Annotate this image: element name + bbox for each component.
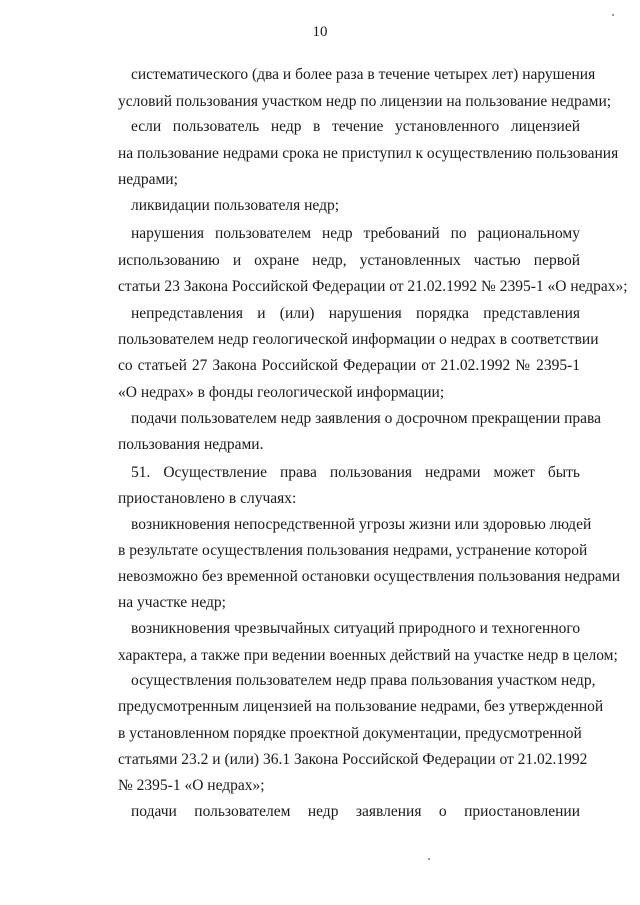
text-line: в результате осуществления пользования недрами, устранение которой: [118, 542, 588, 559]
text-line: подачи пользователем недр заявления о досрочном прекращении права: [131, 410, 602, 427]
text-line: непредставления и (или) нарушения порядка представления: [131, 305, 580, 322]
text-line: ликвидации пользователя недр;: [131, 197, 340, 214]
text-line: невозможно без временной остановки осуществления пользования недрами: [118, 568, 621, 585]
page-number: 10: [312, 24, 328, 40]
text-line: «О недрах» в фонды геологической информации;: [118, 384, 445, 401]
text-line: если пользователь недр в течение установленного лицензией: [131, 118, 580, 135]
text-line: характера, а также при ведении военных действий на участке недр в целом;: [118, 647, 618, 664]
scan-speck: [428, 858, 430, 860]
text-line: статьи 23 Закона Российской Федерации от 21.02.1992 № 2395-1 «О недрах»;: [118, 278, 628, 295]
text-line: пользования недрами.: [118, 436, 264, 453]
text-line: в установленном порядке проектной документации, предусмотренной: [118, 725, 582, 742]
text-line: на участке недр;: [118, 594, 226, 611]
text-line: со статьей 27 Закона Российской Федерации от 21.02.1992 № 2395-1: [118, 357, 580, 374]
text-line: возникновения непосредственной угрозы жизни или здоровью людей: [131, 516, 592, 533]
text-line: подачи пользователем недр заявления о приостановлении: [131, 803, 580, 820]
text-line: использованию и охране недр, установленных частью первой: [118, 252, 580, 269]
text-line: пользователем недр геологической информации о недрах в соответствии: [118, 331, 599, 348]
text-line: статьями 23.2 и (или) 36.1 Закона Российской Федерации от 21.02.1992: [118, 751, 588, 768]
text-line: систематического (два и более раза в течение четырех лет) нарушения: [131, 66, 596, 83]
scan-speck: [612, 14, 614, 16]
text-line: недрами;: [118, 171, 178, 188]
text-line: условий пользования участком недр по лицензии на пользование недрами;: [118, 93, 612, 110]
text-line: 51. Осуществление права пользования недрами может быть: [131, 464, 580, 481]
text-line: возникновения чрезвычайных ситуаций природного и техногенного: [131, 620, 581, 637]
text-line: приостановлено в случаях:: [118, 490, 297, 507]
text-line: предусмотренным лицензией на пользование недрами, без утвержденной: [118, 698, 604, 715]
text-line: нарушения пользователем недр требований по рациональному: [131, 225, 580, 242]
text-line: № 2395-1 «О недрах»;: [118, 777, 265, 794]
text-line: на пользование недрами срока не приступил к осуществлению пользования: [118, 145, 619, 162]
text-line: осуществления пользователем недр права пользования участком недр,: [131, 672, 596, 689]
